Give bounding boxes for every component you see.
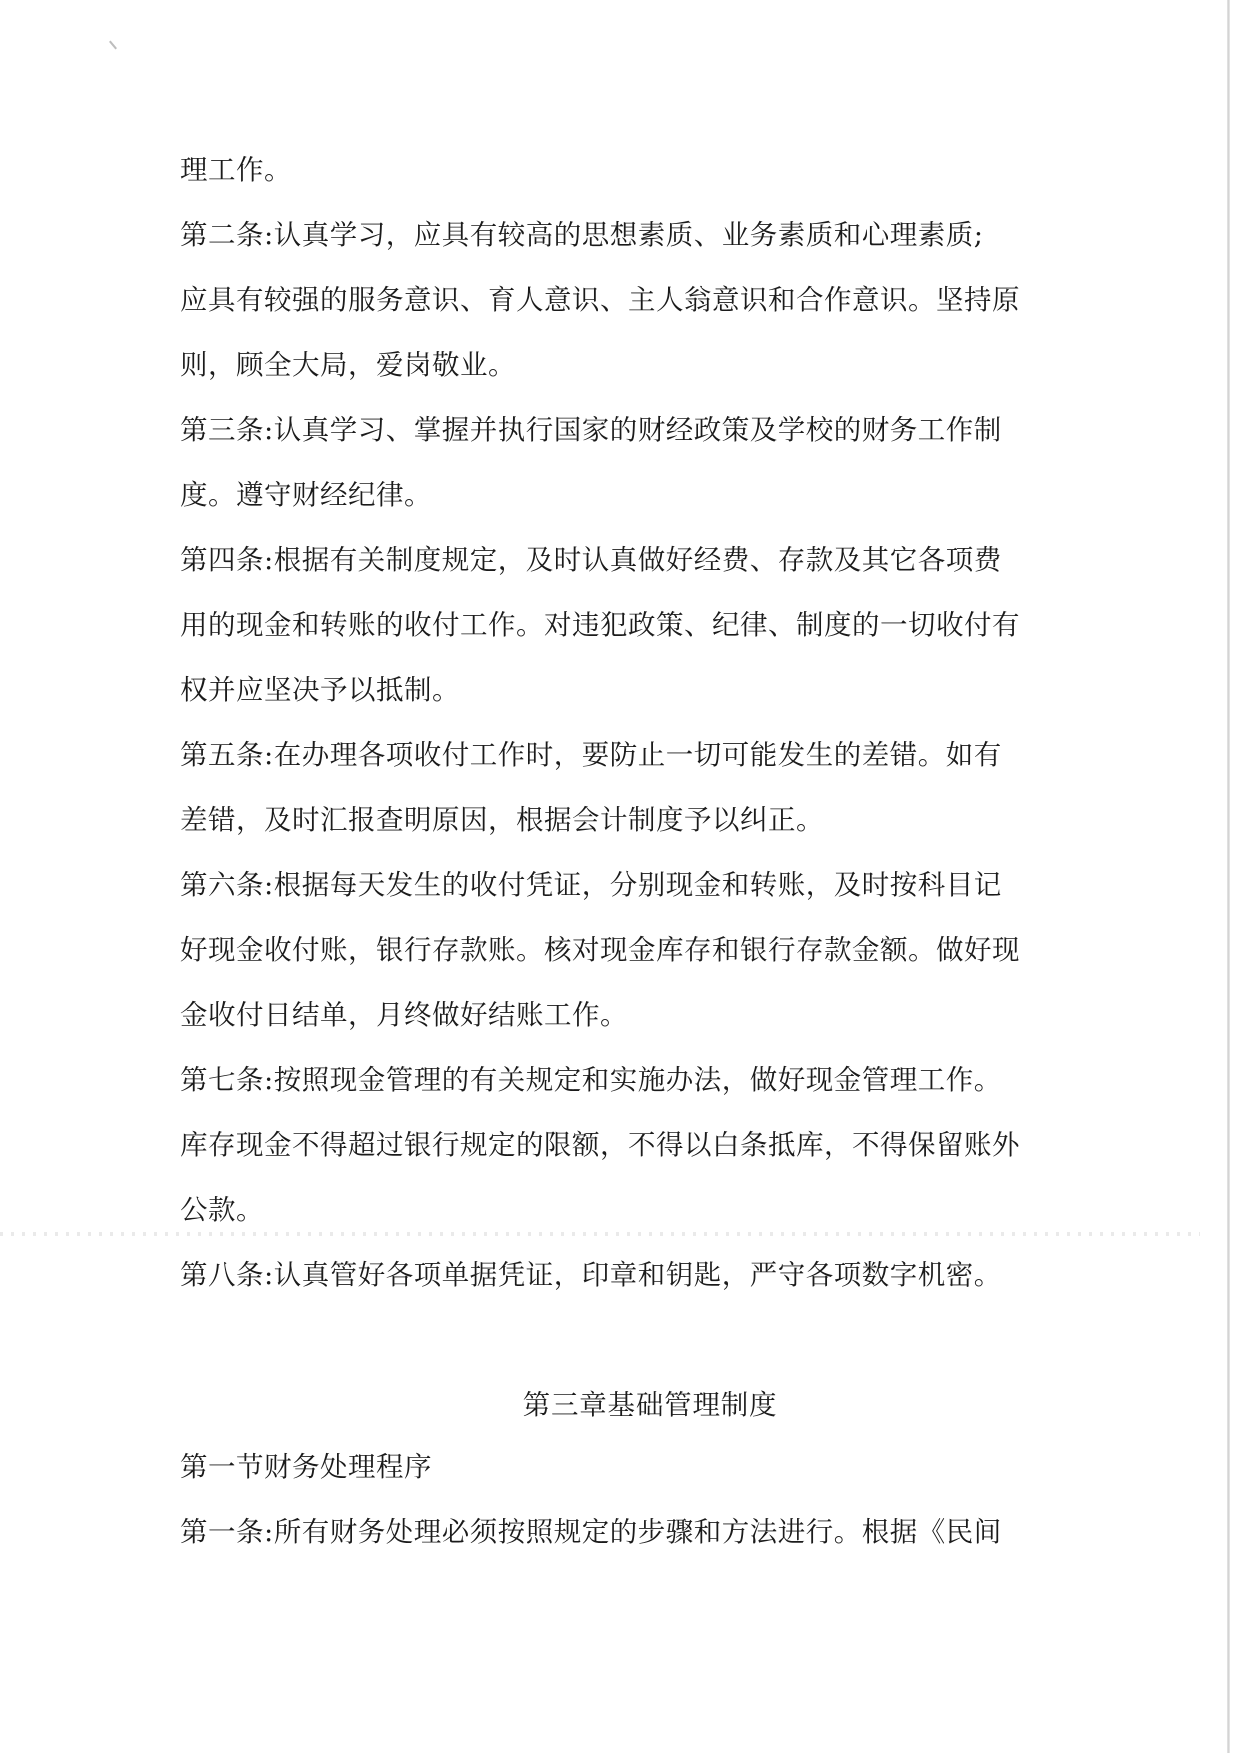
body-line: 第七条:按照现金管理的有关规定和实施办法，做好现金管理工作。 (180, 1064, 1002, 1096)
chapter-heading: 第三章基础管理制度 (522, 1389, 778, 1421)
section-heading: 第一节财务处理程序 (180, 1451, 432, 1483)
body-line: 公款。 (180, 1194, 264, 1226)
body-line: 应具有较强的服务意识、育人意识、主人翁意识和合作意识。坚持原 (180, 284, 1020, 316)
body-line: 度。遵守财经纪律。 (180, 479, 432, 511)
body-line: 库存现金不得超过银行规定的限额，不得以白条抵库，不得保留账外 (180, 1129, 1020, 1161)
body-line: 第五条:在办理各项收付工作时，要防止一切可能发生的差错。如有 (180, 739, 1002, 771)
scan-edge-shadow (1227, 0, 1230, 1753)
body-line: 则，顾全大局，爱岗敬业。 (180, 349, 516, 381)
body-line: 金收付日结单，月终做好结账工作。 (180, 999, 628, 1031)
body-line: 第六条:根据每天发生的收付凭证，分别现金和转账，及时按科目记 (180, 869, 1002, 901)
body-line: 第二条:认真学习，应具有较高的思想素质、业务素质和心理素质; (180, 219, 984, 251)
body-line: 用的现金和转账的收付工作。对违犯政策、纪律、制度的一切收付有 (180, 609, 1020, 641)
body-line: 理工作。 (180, 154, 292, 186)
body-line: 权并应坚决予以抵制。 (180, 674, 460, 706)
body-line: 第三条:认真学习、掌握并执行国家的财经政策及学校的财务工作制 (180, 414, 1002, 446)
document-body (180, 154, 1060, 1581)
body-line: 差错，及时汇报查明原因，根据会计制度予以纠正。 (180, 804, 824, 836)
body-line: 第一条:所有财务处理必须按照规定的步骤和方法进行。根据《民间 (180, 1516, 1002, 1548)
body-line: 好现金收付账，银行存款账。核对现金库存和银行存款金额。做好现 (180, 934, 1020, 966)
body-line: 第八条:认真管好各项单据凭证，印章和钥匙，严守各项数字机密。 (180, 1259, 1002, 1291)
scan-speck (109, 41, 117, 50)
body-line: 第四条:根据有关制度规定，及时认真做好经费、存款及其它各项费 (180, 544, 1002, 576)
